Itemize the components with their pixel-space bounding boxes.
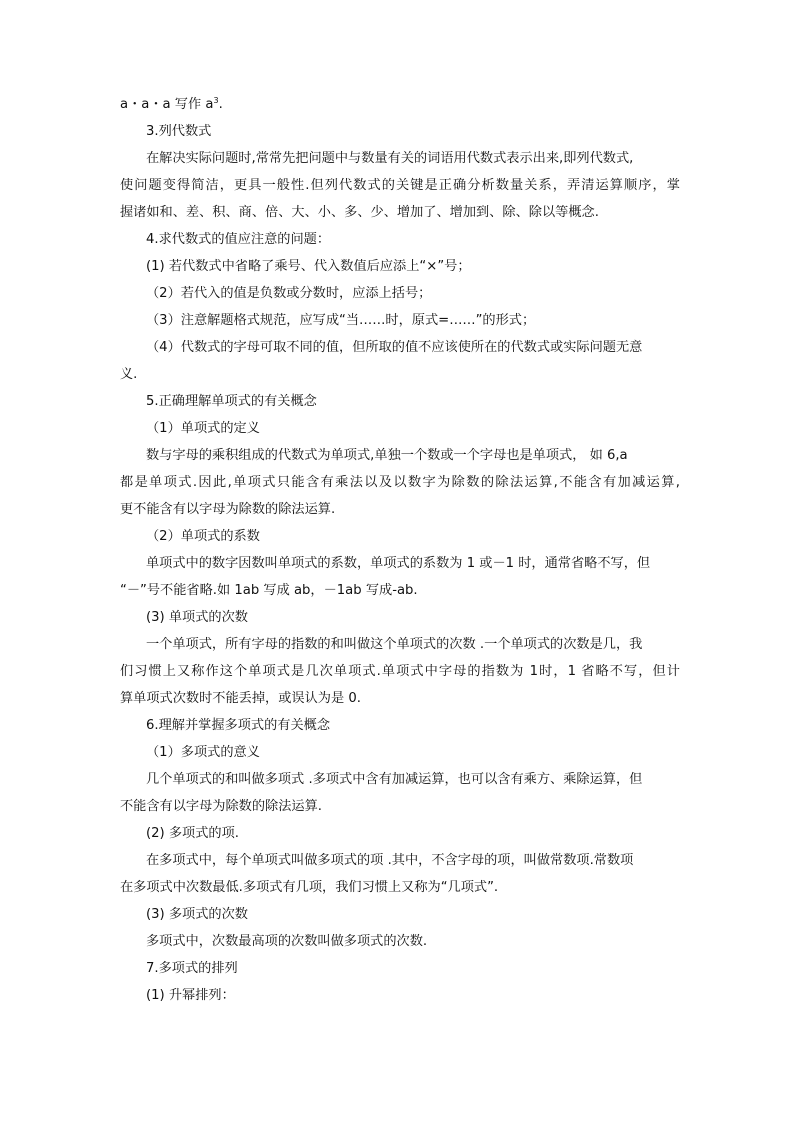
text-line: 一个单项式，所有字母的指数的和叫做这个单项式的次数 .一个单项式的次数是几，我 (146, 637, 643, 652)
text-line: 几个单项式的和叫做多项式 .多项式中含有加减运算，也可以含有乘方、乘除运算，但 (146, 772, 643, 787)
text-line: (1) 若代数式中省略了乘号、代入数值后应添上“×”号； (146, 259, 471, 274)
text-line: 在多项式中次数最低.多项式有几项，我们习惯上又称为“几项式”. (120, 880, 499, 895)
subsection-heading: (2) 多项式的项. (146, 826, 240, 841)
text-line: “－”号不能省略.如 1ab 写成 ab，－1ab 写成-ab. (120, 583, 418, 598)
subsection-heading: (3) 多项式的次数 (146, 907, 248, 922)
text-line: 们习惯上又称作这个单项式是几次单项式.单项式中字母的指数为 1时，1 省略不写，但计 (120, 664, 680, 679)
text-line: 不能含有以字母为除数的除法运算. (120, 799, 323, 814)
text-line: 更不能含有以字母为除数的除法运算. (120, 502, 336, 517)
text-line: 都是单项式.因此,单项式只能含有乘法以及以数字为除数的除法运算,不能含有加减运算, (120, 475, 680, 490)
text-line: （4）代数式的字母可取不同的值，但所取的值不应该使所在的代数式或实际问题无意 (146, 340, 643, 355)
section-heading: 5.正确理解单项式的有关概念 (146, 394, 317, 409)
subsection-heading: （1）单项式的定义 (146, 421, 260, 436)
text-line: 在多项式中，每个单项式叫做多项式的项 .其中，不含字母的项，叫做常数项.常数项 (146, 853, 634, 868)
text-line: 算单项式次数时不能丢掉，或误认为是 0. (120, 691, 361, 706)
subsection-heading: (3) 单项式的次数 (146, 610, 248, 625)
text-line: 义. (120, 367, 138, 382)
text-line: 在解决实际问题时,常常先把问题中与数量有关的词语用代数式表示出来,即列代数式, (146, 151, 634, 166)
subsection-heading: (1) 升幂排列： (146, 988, 235, 1003)
text-line: 使问题变得简洁，更具一般性.但列代数式的关键是正确分析数量关系，弄清运算顺序，掌 (120, 178, 680, 193)
subsection-heading: （1）多项式的意义 (146, 745, 260, 760)
section-heading: 3.列代数式 (146, 124, 212, 139)
text-line: （2）若代入的值是负数或分数时，应添上括号； (146, 286, 432, 301)
section-heading: 7.多项式的排列 (146, 961, 238, 976)
section-heading: 6.理解并掌握多项式的有关概念 (146, 718, 331, 733)
section-heading: 4.求代数式的值应注意的问题： (146, 232, 331, 247)
text-line: a・a・a 写作 $a^3$. (120, 96, 223, 112)
text-line: 多项式中，次数最高项的次数叫做多项式的次数. (146, 934, 428, 949)
text-line: 握诸如和、差、积、商、倍、大、小、多、少、增加了、增加到、除、除以等概念. (120, 205, 599, 220)
text-line: 单项式中的数字因数叫单项式的系数，单项式的系数为 1 或－1 时，通常省略不写，但 (146, 556, 651, 571)
text-line: （3）注意解题格式规范，应写成“当……时，原式=……”的形式； (146, 313, 536, 328)
subsection-heading: （2）单项式的系数 (146, 529, 260, 544)
text-line: 数与字母的乘积组成的代数式为单项式,单独一个数或一个字母也是单项式， 如 6,a (146, 448, 628, 463)
